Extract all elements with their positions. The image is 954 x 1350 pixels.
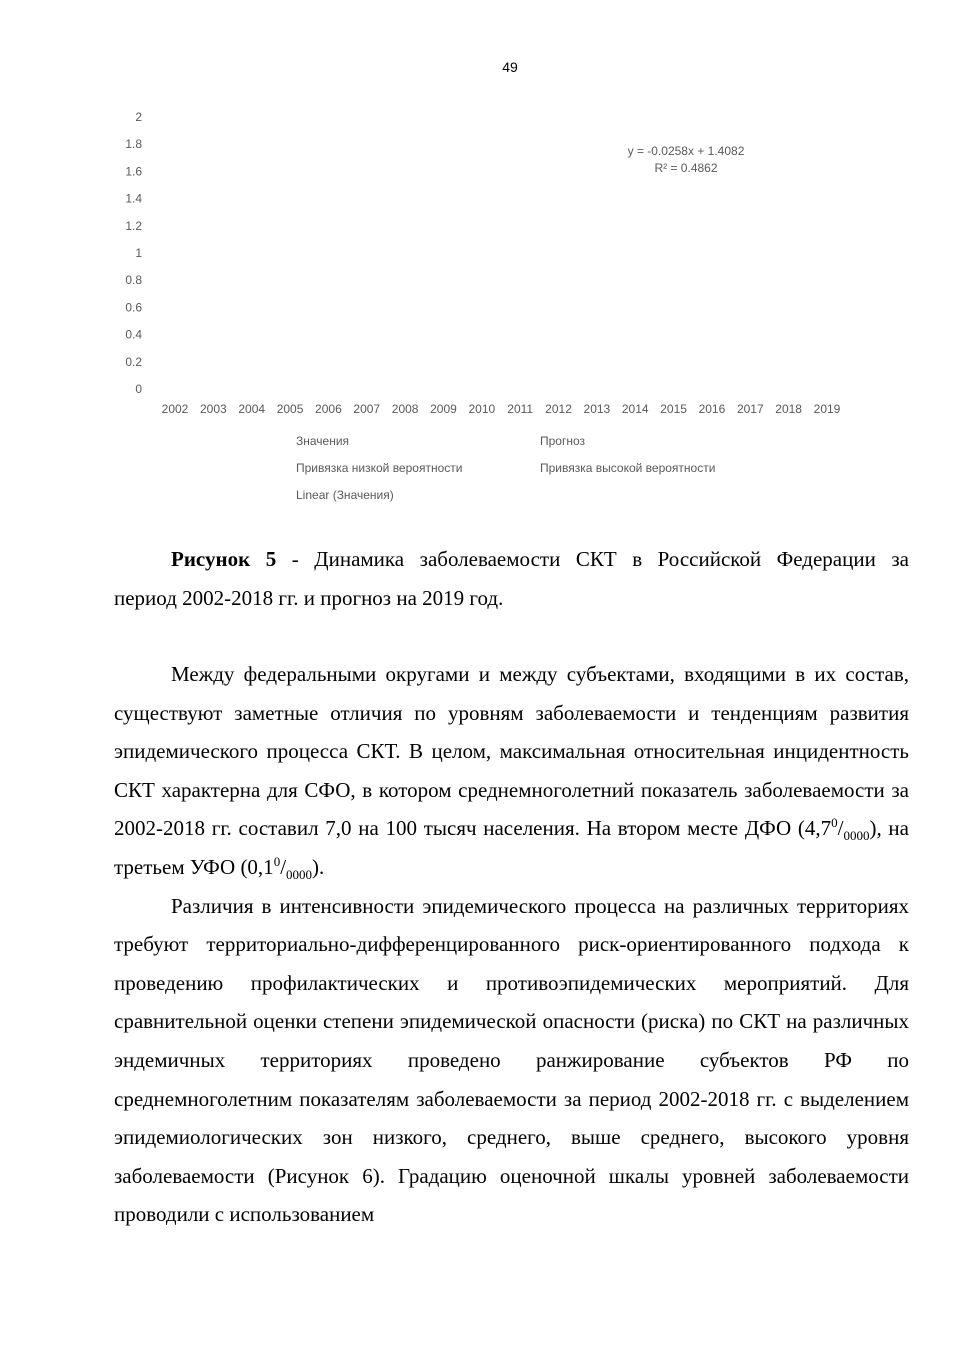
- figure-caption: [114, 540, 909, 618]
- x-tick-label: 2008: [391, 402, 419, 416]
- x-tick-label: 2018: [775, 402, 802, 416]
- p1-mid: ), на третьем УФО (0,1: [114, 816, 909, 879]
- legend-item-values: Значения: [296, 434, 350, 448]
- legend: [296, 434, 715, 502]
- y-tick-label: 1: [135, 246, 142, 260]
- p1-sup-1: 0: [831, 815, 838, 831]
- y-tick-label: 2: [135, 110, 142, 124]
- y-tick-label: 0.4: [125, 327, 142, 342]
- paragraph-1: [114, 655, 909, 887]
- legend-item-low-bound: Привязка низкой вероятности: [296, 461, 463, 475]
- x-tick-label: 2012: [545, 402, 572, 416]
- x-tick-label: 2010: [468, 402, 496, 416]
- y-tick-label: 1.4: [125, 191, 142, 206]
- y-tick-label: 0.6: [125, 300, 142, 315]
- p1-end: ).: [312, 854, 325, 879]
- x-tick-label: 2005: [276, 402, 304, 416]
- x-tick-label: 2011: [507, 402, 534, 416]
- p1-sup-2: 0: [273, 853, 281, 869]
- caption-text-2: период 2002-2018 гг. и прогноз на 2019 год.: [114, 586, 504, 610]
- x-tick-label: 2014: [621, 402, 649, 416]
- legend-item-high-bound: Привязка высокой вероятности: [540, 461, 716, 475]
- p1-sub-2: 0000: [286, 867, 313, 883]
- p1-slash-2: /: [280, 854, 287, 879]
- x-tick-label: 2002: [161, 402, 189, 416]
- y-tick-label: 0.2: [125, 354, 142, 369]
- x-tick-label: 2006: [315, 402, 342, 416]
- x-tick-label: 2015: [660, 402, 687, 416]
- legend-item-forecast: Прогноз: [540, 434, 586, 448]
- caption-dash: -: [276, 547, 315, 571]
- x-tick-label: 2009: [430, 402, 457, 416]
- x-tick-label: 2013: [583, 402, 611, 416]
- y-axis-ticks: [125, 110, 142, 396]
- y-tick-label: 0.8: [125, 273, 142, 288]
- x-tick-label: 2019: [813, 402, 841, 416]
- caption-label: Рисунок 5: [171, 547, 277, 571]
- x-tick-label: 2004: [238, 402, 266, 416]
- page-number: 49: [502, 59, 518, 75]
- x-tick-label: 2017: [736, 402, 764, 416]
- y-tick-label: 1.2: [125, 218, 142, 233]
- legend-item-linear: Linear (Значения): [296, 488, 394, 502]
- caption-text-1: Динамика заболеваемости СКТ в Российской Федерации за: [314, 547, 909, 571]
- p1-main: Между федеральными округами и между субъектами, входящими в их состав, существуют заметные отличия по уровням заболеваемости и тенденциям развития эпидемического процесса СКТ. В целом, максимальная относительная инцидентность СКТ характерна для СФО, в котором среднемноголетний показатель заболеваемости за 2002-2018 гг. составил 7,0 на 100 тысяч населения. На втором месте ДФО (4,7: [114, 662, 909, 841]
- y-tick-label: 1.6: [125, 164, 142, 179]
- y-tick-label: 0: [135, 382, 142, 396]
- body-text: [114, 655, 909, 1234]
- trendline-r2: R² = 0.4862: [654, 161, 718, 175]
- x-axis-ticks: [162, 402, 841, 416]
- line-chart: [0, 100, 954, 520]
- y-tick-label: 1.8: [125, 137, 142, 152]
- trendline-equation: y = -0.0258x + 1.4082: [627, 144, 745, 158]
- x-tick-label: 2003: [200, 402, 227, 416]
- x-tick-label: 2016: [698, 402, 726, 416]
- x-tick-label: 2007: [353, 402, 381, 416]
- p1-sub-1: 0000: [843, 828, 870, 844]
- p1-slash-1: /: [837, 816, 844, 841]
- paragraph-2: Различия в интенсивности эпидемического процесса на различных территориях требуют территориально-дифференцированного риск-ориентированного подхода к проведению профилактических и противоэпидемических мероприятий. Для сравнительной оценки степени эпидемической опасности (риска) по СКТ на различных эндемичных территориях проведено ранжирование субъектов РФ по среднемноголетним показателям заболеваемости за период 2002-2018 гг. с выделением эпидемиологических зон низкого, среднего, выше среднего, высокого уровня заболеваемости (Рисунок 6). Градацию оценочной шкалы уровней заболеваемости проводили с использованием: [114, 893, 909, 1227]
